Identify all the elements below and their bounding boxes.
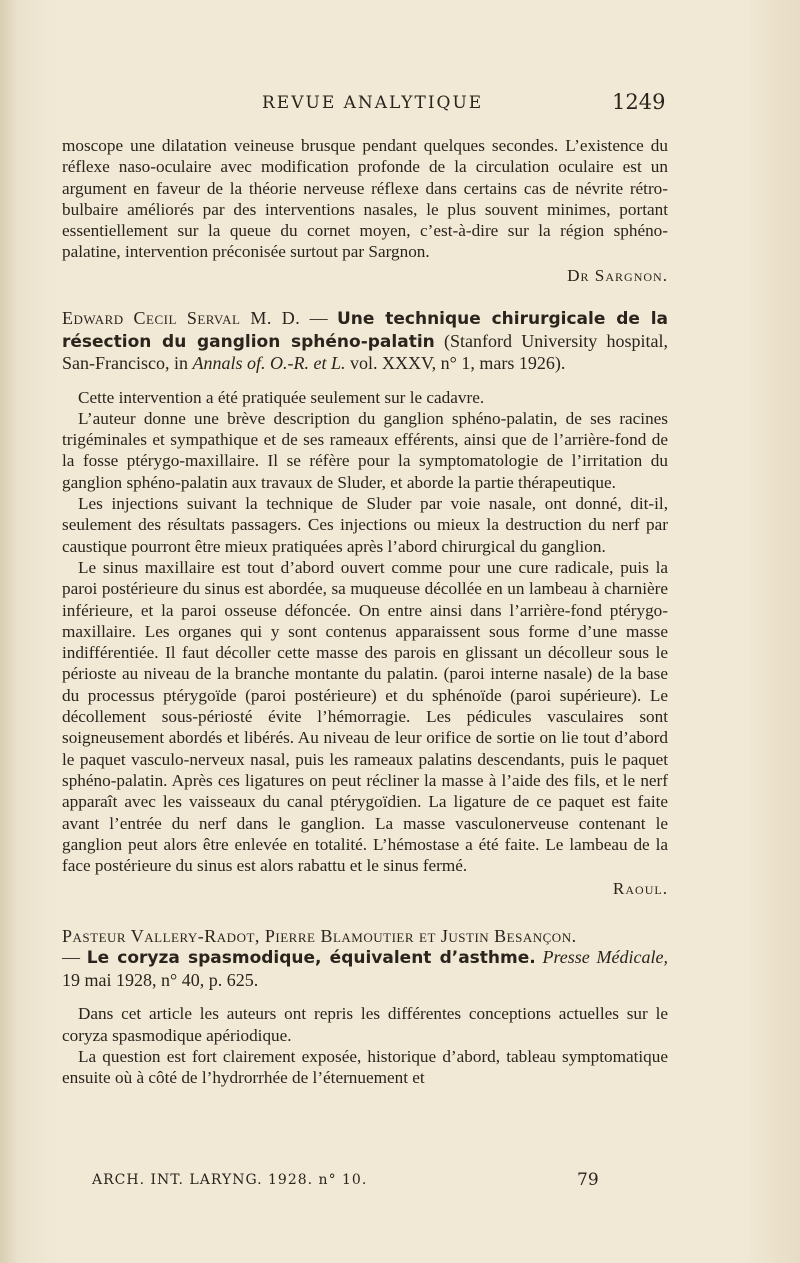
article3-heading xyxy=(62,926,668,992)
article2-paragraph: Les injections suivant la technique de Sluder par voie nasale, ont donné, dit-il, seulement des résultats passagers. Ces injections ou mieux la destruction du nerf par caustique pourront être mieux pratiquées après l’abord chirurgical du ganglion. xyxy=(62,494,668,556)
article2-source-end: vol. XXXV, n° 1, mars 1926). xyxy=(345,353,566,374)
article1-continued-text: moscope une dilatation veineuse brusque pendant quelques secondes. L’existence du réflexe naso-oculaire avec modification profonde de la circulation oculaire est un argument en faveur de la théorie nerveuse réflexe dans certains cas de névrite rétro-bulbaire améliorés par des interventions nasales, le plus souvent minimes, portant essentiellement sur la queue du cornet moyen, c’est-à-dire sur la région sphéno-palatine, intervention préconisée surtout par Sargnon. xyxy=(62,136,668,262)
article3-source-end: 19 mai 1928, n° 40, p. 625. xyxy=(62,969,259,990)
article2-paragraph: Le sinus maxillaire est tout d’abord ouvert comme pour une cure radicale, puis la paroi postérieure du sinus est abordée, sa muqueuse décollée en un lambeau à charnière inférieure, et la paroi osseuse défoncée. On entre ainsi dans l’arrière-fond ptérygo-maxillaire. Les organes qui y sont contenus apparaissent sous forme d’une masse indifférentiée. Il faut décoller cette masse des parois en glissant un décolleur sous le périoste au niveau de la branche montante du palatin. (paroi interne nasale) de la base du processus ptérygoïde (paroi postérieure) et du sphénoïde (paroi supérieure). Le décollement sous-périosté évite l’hémorragie. Les pédicules vasculaires sont soigneusement abordés et libérés. Au niveau de leur orifice de sortie on lie tout d’abord le paquet vasculo-nerveux nasal, puis les rameaux palatins descendants, puis le paquet sphéno-palatin. Après ces ligatures on peut récliner la masse à l’aide des fils, et le nerf apparaît avec les vaisseaux du canal ptérygoïdien. La ligature de ce paquet est faite avant l’entrée du nerf dans le ganglion. La masse vasculonerveuse contenant le ganglion peut alors être enlevée en totalité. L’hémostase a été faite. Le lambeau de la face postérieure du sinus est alors rabattu et le sinus fermé. xyxy=(62,557,668,876)
running-head: REVUE ANALYTIQUE xyxy=(262,93,484,113)
article1-signature: Dr Sargnon. xyxy=(567,265,668,285)
footer-folio: 79 xyxy=(577,1170,599,1190)
article3-paragraph: La question est fort clairement exposée, historique d’abord, tableau symptomatique ensuite où à côté de l’hydrorrhée de l’éternuement et xyxy=(62,1046,668,1088)
article2-journal: Annals of. O.-R. et L. xyxy=(192,353,346,374)
page-header xyxy=(0,90,800,117)
footer-journal-line: ARCH. INT. LARYNG. 1928. n° 10. xyxy=(92,1172,368,1188)
article2-signature: Raoul. xyxy=(612,879,668,899)
article3-paragraph: Dans cet article les auteurs ont repris les différentes conceptions actuelles sur le coryza spasmodique apériodique. xyxy=(62,1004,668,1045)
article3-journal: Presse Médicale, xyxy=(542,947,668,968)
article2-source: (Stanford University hospital, San-Francisco, in xyxy=(62,330,668,374)
article2-paragraph: Cette intervention a été pratiquée seulement sur le cadavre. xyxy=(78,387,485,407)
page-number: 1249 xyxy=(612,90,666,114)
article2-heading xyxy=(62,308,668,375)
article3-authors: Pasteur Vallery-Radot, Pierre Blamoutier et Justin Besançon. xyxy=(62,925,577,946)
article2-title: Une technique chirurgicale de la résection du ganglion sphéno-palatin xyxy=(62,309,668,352)
article2-paragraph: L’auteur donne une brève description du ganglion sphéno-palatin, de ses racines trigéminales et sympathique et de ses rameaux efférents, ainsi que de l’arrière-fond de la fosse ptérygo-maxillaire. Il se réfère pour la symptomatologie de l’irritation du ganglion sphéno-palatin aux travaux de Sluder, et aborde la partie thérapeutique. xyxy=(62,408,668,492)
article2-author: Edward Cecil Serval M. D. xyxy=(62,308,301,329)
article3-dash: — xyxy=(62,947,87,968)
page-body xyxy=(62,135,668,1088)
article2-dash: — xyxy=(300,308,337,329)
article3-title: Le coryza spasmodique, équivalent d’asthme. xyxy=(86,948,536,969)
